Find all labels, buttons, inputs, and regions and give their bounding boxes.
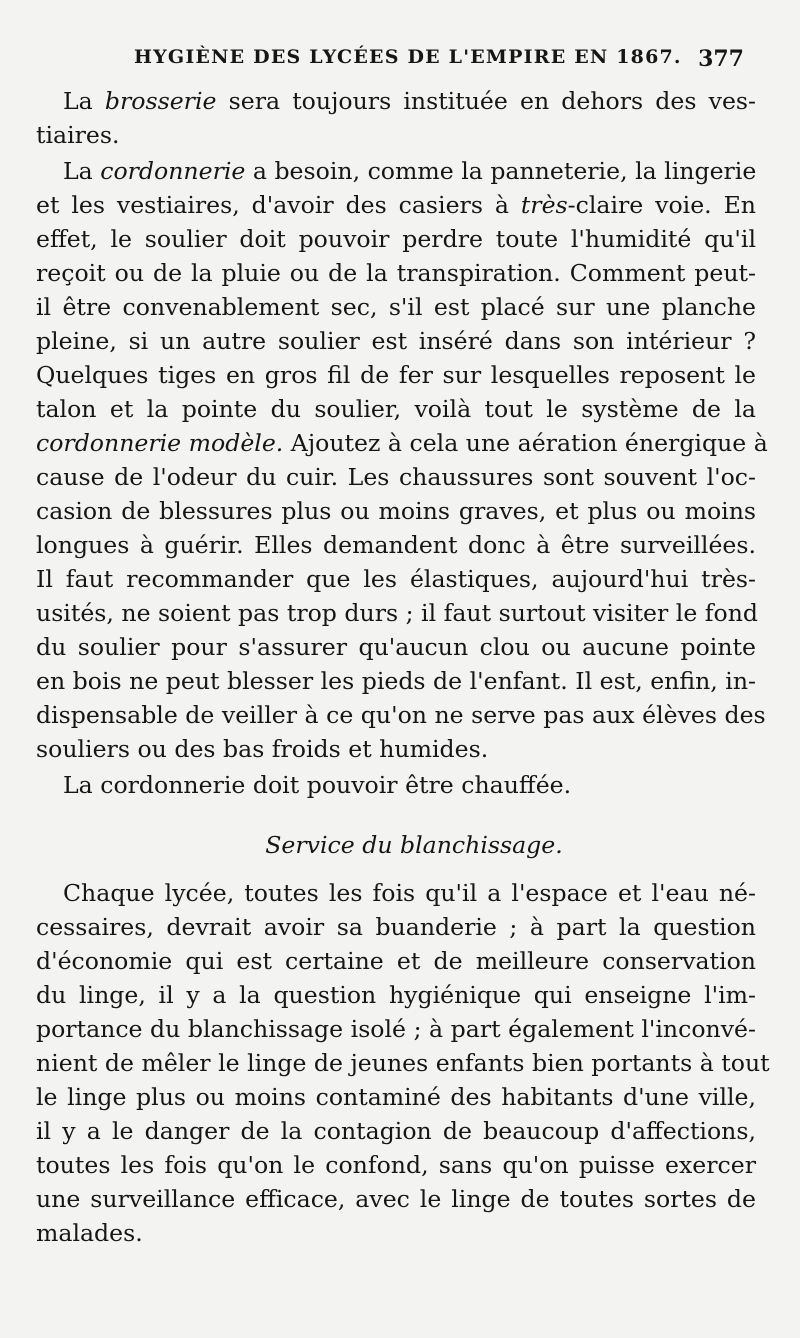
text-line [36, 426, 768, 460]
text-run: Quelques tiges en gros fil de fer sur lesquelles reposent le [36, 361, 756, 389]
paragraph [36, 876, 770, 1250]
text-line [36, 84, 756, 118]
text-line [36, 768, 756, 802]
text-run: du soulier pour s'assurer qu'aucun clou ou aucune pointe [36, 633, 756, 661]
page-number: 377 [698, 46, 744, 72]
paragraph [36, 154, 768, 766]
text-line [36, 978, 756, 1012]
text-line [36, 324, 756, 358]
text-run: pleine, si un autre soulier est inséré dans son intérieur ? [36, 327, 756, 355]
text-line [36, 528, 756, 562]
text-line [36, 392, 756, 426]
paragraph-gap [36, 802, 756, 804]
text-line [36, 460, 756, 494]
italic-text: très [520, 191, 568, 219]
text-line [36, 1148, 756, 1182]
text-run: -claire voie. En [567, 191, 757, 219]
text-run: cessaires, devrait avoir sa buanderie ; à part la question [36, 913, 756, 941]
text-line [36, 910, 756, 944]
italic-text: cordonnerie modèle. [36, 429, 284, 457]
text-run: talon et la pointe du soulier, voilà tout le système de la [36, 395, 756, 423]
text-run: et les vestiaires, d'avoir des casiers à [36, 191, 521, 219]
italic-text: cordonnerie [100, 157, 246, 185]
text-run: reçoit ou de la pluie ou de la transpiration. Comment peut- [36, 259, 756, 287]
text-run: La cordonnerie doit pouvoir être chauffée. [63, 771, 572, 799]
text-run: usités, ne soient pas trop durs ; il faut surtout visiter le fond [36, 599, 759, 627]
text-run: d'économie qui est certaine et de meilleure conservation [36, 947, 756, 975]
text-run: Il faut recommander que les élastiques, aujourd'hui très- [36, 565, 756, 593]
text-run: sera toujours instituée en dehors des ves- [216, 87, 757, 115]
text-run: longues à guérir. Elles demandent donc à être surveillées. [36, 531, 756, 559]
text-run: il y a le danger de la contagion de beaucoup d'affections, [36, 1117, 756, 1145]
text-run: dispensable de veiller à ce qu'on ne serve pas aux élèves des [36, 701, 766, 729]
text-run: Chaque lycée, toutes les fois qu'il a l'espace et l'eau né- [63, 879, 756, 907]
text-run: en bois ne peut blesser les pieds de l'enfant. Il est, enfin, in- [36, 667, 756, 695]
text-run: a besoin, comme la panneterie, la lingerie [245, 157, 757, 185]
text-line [36, 698, 766, 732]
paragraph [36, 84, 756, 152]
running-title: HYGIÈNE DES LYCÉES DE L'EMPIRE EN 1867. [134, 46, 682, 68]
text-line [36, 562, 756, 596]
text-run: effet, le soulier doit pouvoir perdre toute l'humidité qu'il [36, 225, 756, 253]
text-run: du linge, il y a la question hygiénique qui enseigne l'im- [36, 981, 756, 1009]
text-run: le linge plus ou moins contaminé des habitants d'une ville, [36, 1083, 756, 1111]
paragraphs-before-heading [36, 84, 768, 804]
text-line [36, 188, 756, 222]
text-line [36, 732, 756, 766]
text-line [36, 222, 756, 256]
text-line [36, 1114, 756, 1148]
text-run: La [63, 157, 101, 185]
text-line [36, 664, 756, 698]
text-line [36, 1080, 756, 1114]
page-body [36, 84, 770, 1252]
text-line [36, 1216, 756, 1250]
text-run: une surveillance efficace, avec le linge de toutes sortes de [36, 1185, 756, 1213]
text-run: cause de l'odeur du cuir. Les chaussures sont souvent l'oc- [36, 463, 756, 491]
section-heading: Service du blanchissage. [265, 831, 563, 859]
text-line [36, 596, 759, 630]
paragraph-gap [36, 1250, 756, 1252]
text-run: Ajoutez à cela une aération énergique à [283, 429, 768, 457]
text-run: souliers ou des bas froids et humides. [36, 735, 489, 763]
text-run: malades. [36, 1219, 143, 1247]
text-line [36, 630, 756, 664]
text-line [36, 290, 756, 324]
text-line [36, 256, 756, 290]
italic-text: brosserie [104, 87, 217, 115]
text-run: La [63, 87, 105, 115]
running-header [60, 42, 750, 82]
text-run: portance du blanchissage isolé ; à part également l'inconvé- [36, 1015, 756, 1043]
text-run: casion de blessures plus ou moins graves, et plus ou moins [36, 497, 756, 525]
text-line [36, 944, 756, 978]
paragraph [36, 768, 756, 802]
text-line [36, 358, 756, 392]
text-line [36, 876, 756, 910]
text-line [36, 494, 756, 528]
text-run: il être convenablement sec, s'il est placé sur une planche [36, 293, 756, 321]
text-line [36, 154, 756, 188]
text-line [36, 1046, 770, 1080]
text-run: nient de mêler le linge de jeunes enfants bien portants à tout [36, 1049, 770, 1077]
text-run: tiaires. [36, 121, 120, 149]
text-line [36, 1012, 756, 1046]
text-line [36, 1182, 756, 1216]
text-run: toutes les fois qu'on le confond, sans qu'on puisse exercer [36, 1151, 756, 1179]
text-line [36, 118, 756, 152]
paragraphs-after-heading [36, 876, 770, 1252]
